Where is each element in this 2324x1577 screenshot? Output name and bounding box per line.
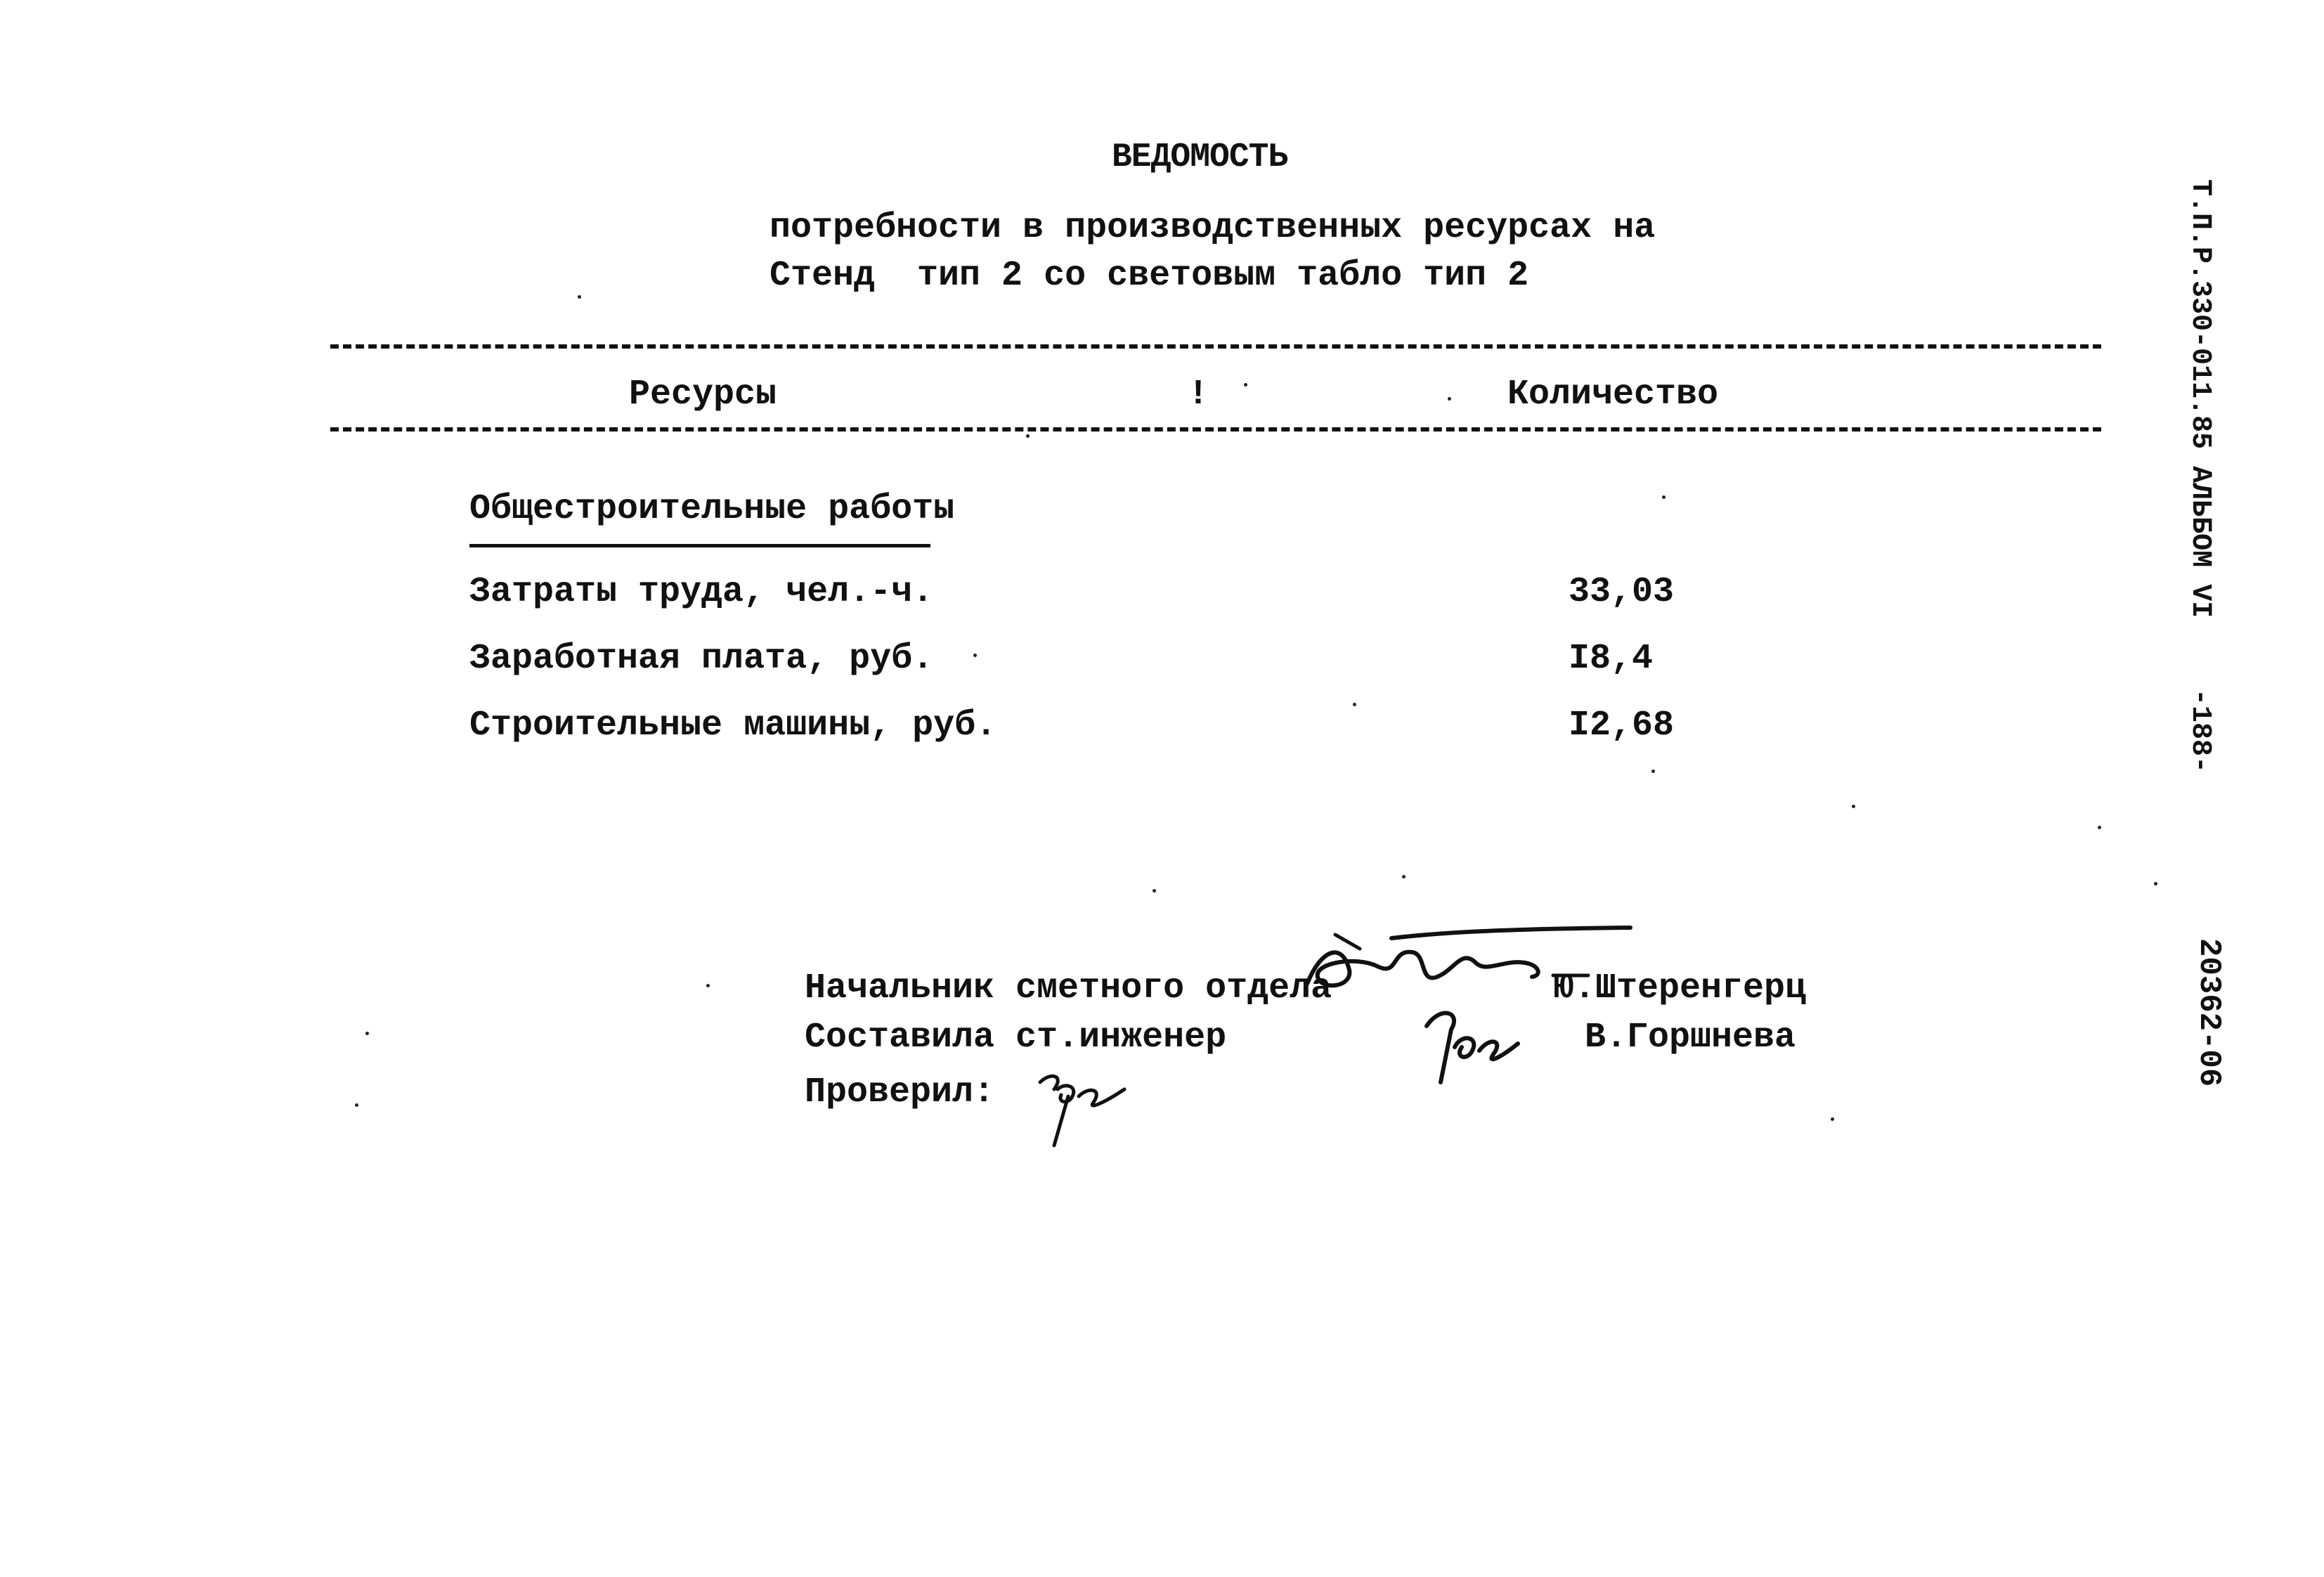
scan-speck	[1448, 397, 1451, 401]
scan-speck	[1153, 889, 1156, 893]
table-row-value: I8,4	[1569, 639, 1654, 679]
scan-speck	[1402, 875, 1406, 878]
table-row-value: I2,68	[1569, 706, 1675, 746]
scan-speck	[1852, 805, 1855, 808]
signature-checker	[1026, 1068, 1138, 1153]
scan-speck	[355, 1103, 358, 1107]
table-top-rule	[330, 344, 2101, 349]
document-subtitle-line-1: потребности в производственных ресурсах на	[770, 208, 1656, 248]
signature-compiler	[1413, 998, 1539, 1096]
table-row-label: Строительные машины, руб.	[469, 706, 997, 746]
signature-name-compiler: В.Горшнева	[1585, 1018, 1796, 1058]
scan-speck	[1651, 770, 1655, 773]
signature-role-compiler: Составила ст.инженер	[805, 1018, 1227, 1058]
document-subtitle-line-2: Стенд тип 2 со световым табло тип 2	[770, 256, 1529, 296]
table-row-label: Заработная плата, руб.	[469, 639, 934, 679]
table-header-separator: !	[1188, 375, 1209, 415]
scan-speck	[706, 984, 710, 987]
scan-speck	[1662, 495, 1666, 499]
margin-document-code: 20362-06	[2191, 938, 2226, 1087]
signature-role-chief: Начальник сметного отдела	[805, 968, 1332, 1008]
document-title: ВЕДОМОСТЬ	[1112, 138, 1288, 176]
table-header-quantity: Количество	[1507, 375, 1719, 415]
section-heading-underline	[469, 544, 930, 547]
scan-speck	[2098, 826, 2101, 829]
section-heading: Общестроительные работы	[469, 489, 955, 529]
scan-speck	[1831, 1117, 1834, 1121]
table-header-resources: Ресурсы	[629, 375, 777, 415]
scan-speck	[1353, 703, 1356, 706]
signature-role-checker: Проверил:	[805, 1072, 995, 1112]
scan-speck	[2154, 882, 2157, 885]
scan-speck	[1026, 434, 1030, 438]
scan-speck	[578, 295, 581, 299]
table-row-label: Затраты труда, чел.-ч.	[469, 572, 934, 612]
scan-speck	[365, 1032, 369, 1035]
signature-name-chief: Ю.Штеренгерц	[1553, 968, 1807, 1008]
scan-speck	[1244, 383, 1247, 387]
table-bottom-rule	[330, 427, 2101, 431]
margin-page-number: -188-	[2184, 689, 2216, 774]
margin-album-reference: Т.П.Р.330-011.85 АЛЬБОМ VI	[2184, 179, 2216, 618]
table-row-value: 33,03	[1569, 572, 1675, 612]
scan-speck	[973, 654, 977, 657]
